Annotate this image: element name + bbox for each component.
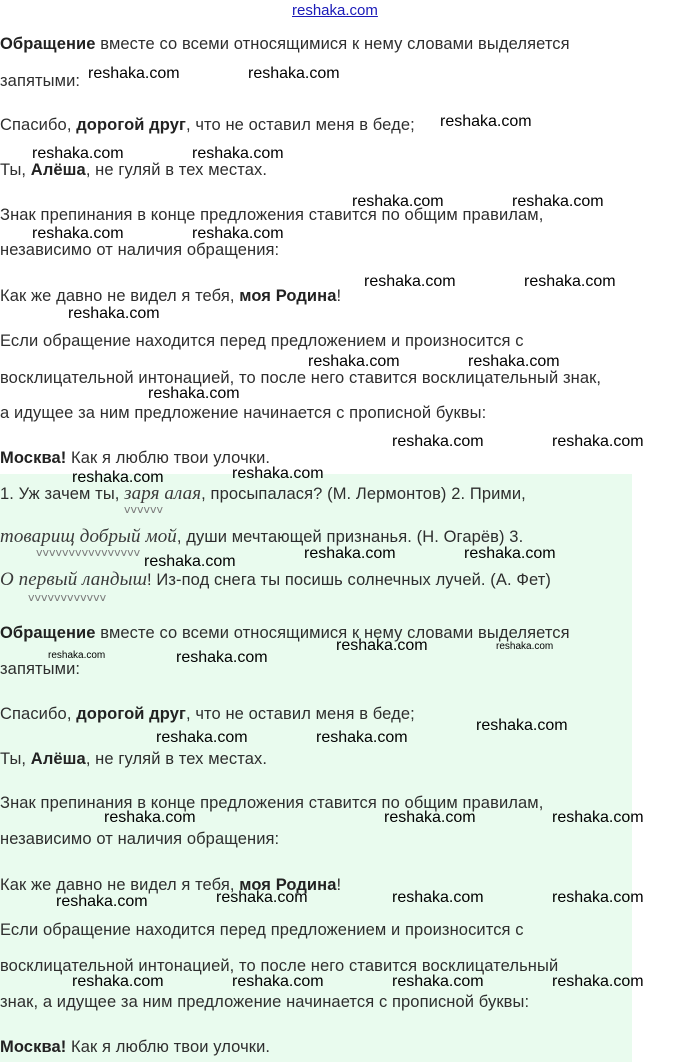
rule1b-text: вместе со всеми относящимися к нему словами выделяется bbox=[95, 624, 570, 642]
rule3-line3: а идущее за ним предложение начинается с прописной буквы: bbox=[0, 404, 487, 422]
watermark: reshaka.com bbox=[440, 113, 532, 130]
ex1b-pre: Спасибо, bbox=[0, 705, 77, 723]
watermark: reshaka.com bbox=[392, 433, 484, 450]
example-1 bbox=[0, 116, 415, 135]
answer-line-3 bbox=[0, 569, 551, 591]
example-1b bbox=[0, 705, 415, 724]
rule3b-line2: восклицательной интонацией, то после него ставится восклицательный bbox=[0, 957, 559, 975]
rule1-line2: запятыми: bbox=[0, 72, 81, 90]
watermark: reshaka.com bbox=[392, 973, 484, 990]
watermark: reshaka.com bbox=[336, 637, 428, 654]
watermark: reshaka.com bbox=[232, 465, 324, 482]
ex3-post: ! bbox=[336, 287, 342, 305]
watermark: reshaka.com bbox=[56, 893, 148, 910]
rule2-line1: Знак препинания в конце предложения ставится по общим правилам, bbox=[0, 206, 544, 224]
ex2-pre: Ты, bbox=[0, 161, 31, 179]
watermark: reshaka.com bbox=[248, 65, 340, 82]
ex3-pre: Как же давно не видел я тебя, bbox=[0, 287, 240, 305]
watermark: reshaka.com bbox=[468, 353, 560, 370]
rule2-line2: независимо от наличия обращения: bbox=[0, 241, 280, 259]
rule3-line1: Если обращение находится перед предложением и произносится с bbox=[0, 332, 524, 350]
watermark: reshaka.com bbox=[476, 717, 568, 734]
rule2b-line1: Знак препинания в конце предложения ставится по общим правилам, bbox=[0, 794, 544, 812]
rule2b-line2: независимо от наличия обращения: bbox=[0, 830, 280, 848]
ex1b-post: , что не оставил меня в беде; bbox=[185, 705, 415, 723]
watermark: reshaka.com bbox=[144, 553, 236, 570]
watermark: reshaka.com bbox=[364, 273, 456, 290]
watermark: reshaka.com bbox=[104, 809, 196, 826]
answer-l3-address: О первый ландыш bbox=[0, 569, 148, 590]
answer-l2-address: товарищ добрый мой bbox=[0, 526, 177, 547]
ex1b-bold: дорогой друг bbox=[76, 705, 186, 723]
watermark: reshaka.com bbox=[552, 809, 644, 826]
ex2b-post: , не гуляй в тех местах. bbox=[85, 750, 268, 768]
squiggle-underline-3: vvvvvvvvvvvv bbox=[28, 591, 107, 604]
example-4 bbox=[0, 449, 270, 468]
ex4b-post: Как я люблю твои улочки. bbox=[66, 1038, 271, 1056]
answer-line-2 bbox=[0, 526, 523, 548]
watermark: reshaka.com bbox=[464, 545, 556, 562]
watermark: reshaka.com bbox=[552, 433, 644, 450]
example-2 bbox=[0, 161, 267, 180]
watermark: reshaka.com bbox=[316, 729, 408, 746]
watermark: reshaka.com bbox=[192, 145, 284, 162]
watermark: reshaka.com bbox=[72, 973, 164, 990]
example-3 bbox=[0, 287, 341, 306]
rule3b-line3: знак, а идущее за ним предложение начинается с прописной буквы: bbox=[0, 993, 530, 1011]
ex2b-bold: Алёша bbox=[30, 750, 86, 768]
ex2b-pre: Ты, bbox=[0, 750, 31, 768]
watermark: reshaka.com bbox=[192, 225, 284, 242]
ex3-bold: моя Родина bbox=[239, 287, 337, 305]
watermark: reshaka.com bbox=[216, 889, 308, 906]
ex1-pre: Спасибо, bbox=[0, 116, 77, 134]
example-4b bbox=[0, 1038, 270, 1057]
rule1-text: вместе со всеми относящимися к нему словами выделяется bbox=[95, 35, 570, 53]
watermark: reshaka.com bbox=[304, 545, 396, 562]
ex1-post: , что не оставил меня в беде; bbox=[185, 116, 415, 134]
rule1b-line2: запятыми: bbox=[0, 660, 81, 678]
term-bold-2: Обращение bbox=[0, 624, 96, 642]
watermark: reshaka.com bbox=[392, 889, 484, 906]
answer-l2-post: , души мечтающей признанья. (Н. Огарёв) 3. bbox=[176, 528, 524, 546]
watermark: reshaka.com bbox=[552, 889, 644, 906]
watermark: reshaka.com bbox=[148, 385, 240, 402]
watermark: reshaka.com bbox=[156, 729, 248, 746]
watermark-small: reshaka.com bbox=[48, 650, 106, 661]
site-link[interactable]: reshaka.com bbox=[292, 2, 378, 19]
answer-l1-post: , просыпалася? (М. Лермонтов) 2. Прими, bbox=[201, 485, 526, 503]
rule1-line1 bbox=[0, 35, 570, 54]
ex2-bold: Алёша bbox=[30, 161, 86, 179]
answer-l1-pre: 1. Уж зачем ты, bbox=[0, 485, 125, 503]
watermark: reshaka.com bbox=[176, 649, 268, 666]
watermark: reshaka.com bbox=[232, 973, 324, 990]
ex3b-post: ! bbox=[336, 876, 342, 894]
watermark: reshaka.com bbox=[352, 193, 444, 210]
watermark: reshaka.com bbox=[72, 469, 164, 486]
ex3b-bold: моя Родина bbox=[239, 876, 337, 894]
rule3b-line1: Если обращение находится перед предложением и произносится с bbox=[0, 921, 524, 939]
ex4-bold: Москва! bbox=[0, 449, 67, 467]
ex1-bold: дорогой друг bbox=[76, 116, 186, 134]
squiggle-underline-1: vvvvvv bbox=[124, 503, 164, 516]
ex4b-bold: Москва! bbox=[0, 1038, 67, 1056]
squiggle-underline-2: vvvvvvvvvvvvvvvv bbox=[36, 546, 141, 559]
ex2-post: , не гуляй в тех местах. bbox=[85, 161, 268, 179]
watermark: reshaka.com bbox=[68, 305, 160, 322]
watermark: reshaka.com bbox=[32, 225, 124, 242]
watermark: reshaka.com bbox=[552, 973, 644, 990]
watermark: reshaka.com bbox=[88, 65, 180, 82]
ex4-post: Как я люблю твои улочки. bbox=[66, 449, 271, 467]
example-2b bbox=[0, 750, 267, 769]
ex3b-pre: Как же давно не видел я тебя, bbox=[0, 876, 240, 894]
watermark-small: reshaka.com bbox=[496, 641, 554, 652]
watermark: reshaka.com bbox=[512, 193, 604, 210]
term-bold: Обращение bbox=[0, 35, 96, 53]
answer-l3-post: ! Из-под снега ты посишь солнечных лучей. (А. Фет) bbox=[147, 571, 551, 589]
answer-l1-address: заря алая bbox=[124, 483, 202, 504]
watermark: reshaka.com bbox=[524, 273, 616, 290]
watermark: reshaka.com bbox=[384, 809, 476, 826]
rule1b-line1 bbox=[0, 624, 570, 643]
watermark: reshaka.com bbox=[32, 145, 124, 162]
watermark: reshaka.com bbox=[308, 353, 400, 370]
rule3-line2: восклицательной интонацией, то после него ставится восклицательный знак, bbox=[0, 369, 602, 387]
